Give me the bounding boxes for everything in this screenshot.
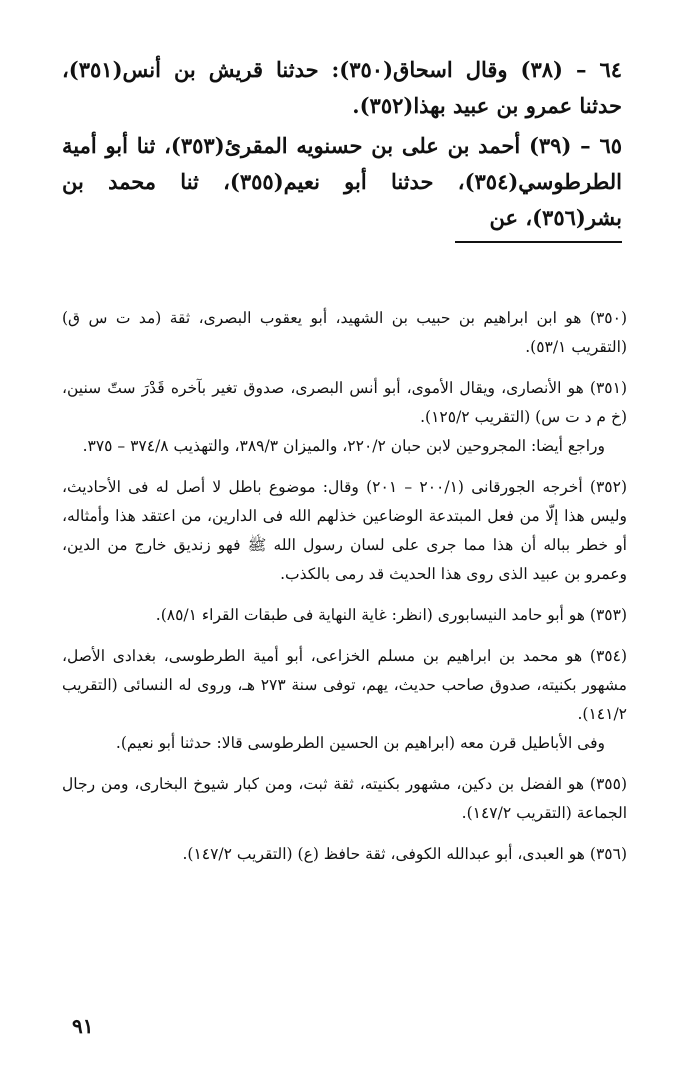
paragraph-64: ٦٤ – (٣٨) وقال اسحاق(٣٥٠): حدثنا قريش بن أنس(٣٥١)، حدثنا عمرو بن عبيد بهذا(٣٥٢). bbox=[62, 57, 622, 118]
footnote-text-continued: وفى الأباطيل قرن معه (ابراهيم بن الحسين الطرطوسى قالا: حدثنا أبو نعيم). bbox=[115, 734, 605, 752]
page-number: ٩١ bbox=[72, 1014, 94, 1038]
footnote-text: (٣٥٠) هو ابن ابراهيم بن حبيب بن الشهيد، أبو يعقوب البصرى، ثقة (مد ت س ق) (التقريب ٥٣/١). bbox=[62, 309, 627, 356]
paragraph-65: ٦٥ – (٣٩) أحمد بن على بن حسنويه المقرئ(٣٥٣)، ثنا أبو أمية الطرطوسي(٣٥٤)، حدثنا أبو نعيم(٣٥٥)، ثنا محمد بن بشر(٣٥٦)، عن bbox=[62, 133, 623, 230]
footnote-text-continued: وراجع أيضا: المجروحين لابن حبان ٢٢٠/٢، والميزان ٣٨٩/٣، والتهذيب ٣٧٤/٨ – ٣٧٥. bbox=[82, 437, 605, 455]
footnote-text: (٣٥٥) هو الفضل بن دكين، مشهور بكنيته، ثقة ثبت، ومن كبار شيوخ البخارى، ومن رجال الجماعة (التقريب ١٤٧/٢). bbox=[62, 775, 627, 822]
footnote-352 bbox=[62, 473, 627, 589]
footnotes bbox=[62, 304, 627, 881]
footnote-text: (٣٥٣) هو أبو حامد النيسابورى (انظر: غاية النهاية فى طبقات القراء ٨٥/١). bbox=[155, 606, 627, 624]
footnote-text: (٣٥١) هو الأنصارى، ويقال الأموى، أبو أنس البصرى، صدوق تغير بآخره قَدْرَ ستّ سنين، (خ م د ت س) (التقريب ١٢٥/٢). bbox=[62, 379, 627, 426]
footnote-353 bbox=[62, 601, 627, 630]
footnote-355 bbox=[62, 770, 627, 828]
main-text bbox=[62, 52, 622, 240]
footnote-text: (٣٥٢) أخرجه الجورقانى (٢٠٠/١ – ٢٠١) وقال: موضوع باطل لا أصل له فى الأحاديث، وليس هذا إلّا من فعل المبتدعة الوضاعين خذلهم الله فى الدارين، من اعتقد هذا وأمثاله، أو خطر بباله أن هذا مما جرى على لسان رسول الله ﷺ فهو زنديق خارج من الدين، وعمرو بن عبيد الذى روى هذا الحديث قد رمى بالكذب. bbox=[62, 478, 627, 583]
footnote-separator bbox=[455, 241, 622, 243]
footnote-354 bbox=[62, 642, 627, 758]
footnote-356 bbox=[62, 840, 627, 869]
footnote-text: (٣٥٤) هو محمد بن ابراهيم بن مسلم الخزاعى، أبو أمية الطرطوسى، بغدادى الأصل، مشهور بكنيته، صدوق صاحب حديث، يهم، توفى سنة ٢٧٣ هـ، وروى له النسائى (التقريب ١٤١/٢). bbox=[62, 647, 627, 723]
footnote-text: (٣٥٦) هو العبدى، أبو عبدالله الكوفى، ثقة حافظ (ع) (التقريب ١٤٧/٢). bbox=[182, 845, 627, 863]
footnote-351 bbox=[62, 374, 627, 461]
footnote-350 bbox=[62, 304, 627, 362]
